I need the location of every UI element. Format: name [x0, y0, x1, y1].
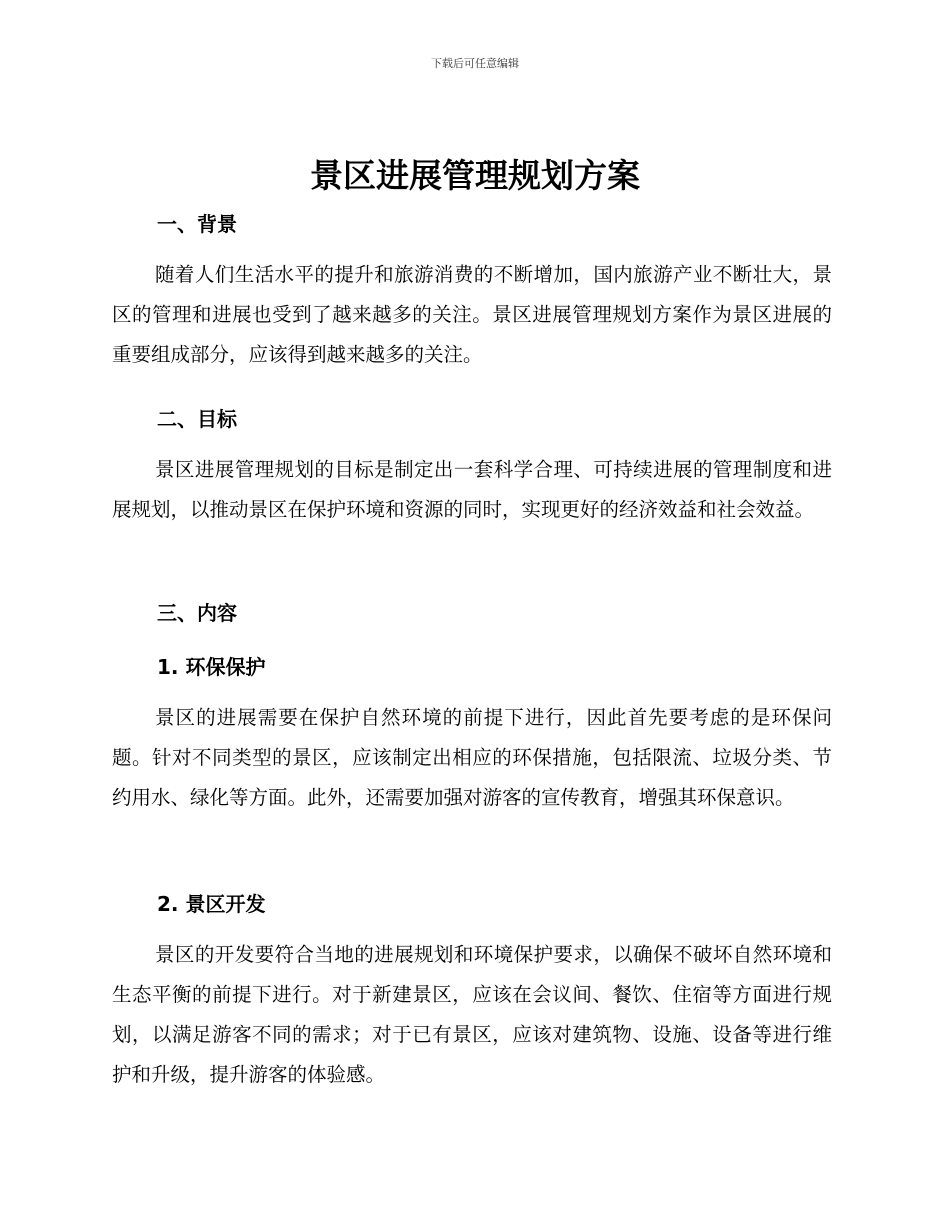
page-header-note: 下载后可任意编辑	[431, 57, 519, 70]
document-title: 景区进展管理规划方案	[310, 156, 640, 195]
subsection-paragraph-environmental-protection: 景区的进展需要在保护自然环境的前提下进行，因此首先要考虑的是环保问题。针对不同类型的景区，应该制定出相应的环保措施，包括限流、垃圾分类、节约用水、绿化等方面。此外，还需要加强对游客的宣传教育，增强其环保意识。	[112, 706, 832, 809]
section-heading-background: 一、背景	[157, 212, 237, 236]
section-paragraph-goal: 景区进展管理规划的目标是制定出一套科学合理、可持续进展的管理制度和进展规划，以推动景区在保护环境和资源的同时，实现更好的经济效益和社会效益。	[112, 458, 832, 521]
subsection-heading-scenic-development: 2. 景区开发	[157, 892, 266, 916]
section-paragraph-background: 随着人们生活水平的提升和旅游消费的不断增加，国内旅游产业不断壮大，景区的管理和进展也受到了越来越多的关注。景区进展管理规划方案作为景区进展的重要组成部分，应该得到越来越多的关注。	[112, 263, 832, 366]
section-heading-content: 三、内容	[157, 601, 237, 625]
subsection-heading-environmental-protection: 1. 环保保护	[157, 655, 266, 679]
subsection-paragraph-scenic-development: 景区的开发要符合当地的进展规划和环境保护要求，以确保不破坏自然环境和生态平衡的前提下进行。对于新建景区，应该在会议间、餐饮、住宿等方面进行规划，以满足游客不同的需求；对于已有景区，应该对建筑物、设施、设备等进行维护和升级，提升游客的体验感。	[112, 943, 832, 1086]
section-heading-goal: 二、目标	[157, 407, 237, 431]
